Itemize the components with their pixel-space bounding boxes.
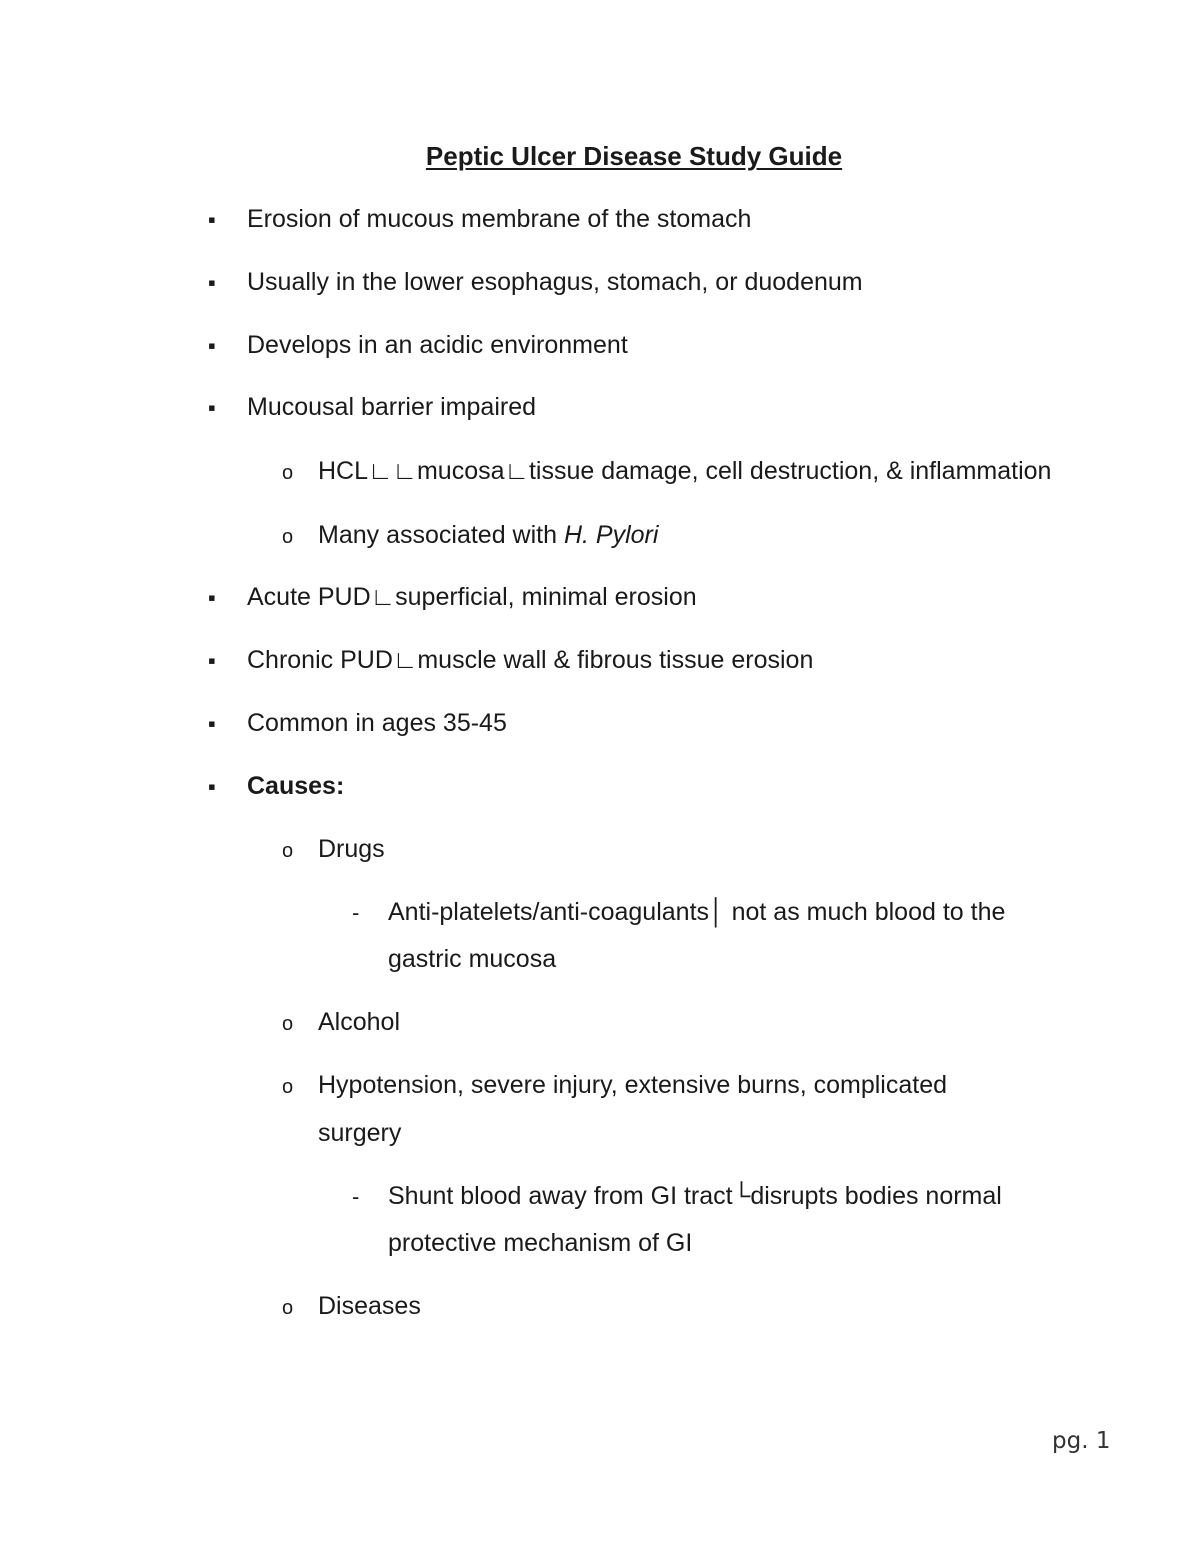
bullet-marker: ▪ — [208, 648, 216, 673]
sub-sub-bullet-marker: - — [352, 1184, 360, 1209]
list-item: Erosion of mucous membrane of the stomach — [247, 205, 752, 233]
sub-list-item: Alcohol — [318, 1008, 400, 1036]
sub-list-item: Drugs — [318, 835, 385, 863]
sub-list-item: Hypotension, severe injury, extensive burns, complicated — [318, 1071, 948, 1099]
bullet-marker: ▪ — [208, 270, 216, 295]
list-item: Develops in an acidic environment — [247, 331, 628, 359]
sub-list-item: Diseases — [318, 1292, 421, 1320]
list-item: Common in ages 35-45 — [247, 709, 507, 737]
list-item: Mucousal barrier impaired — [247, 393, 537, 421]
sub-list-item-text: Many associated with — [318, 521, 564, 549]
sub-list-item — [318, 517, 658, 553]
sub-list-item: HCL∟∟mucosa∟tissue damage, cell destruction, & inflammation — [318, 457, 1052, 485]
sub-bullet-marker: o — [282, 462, 294, 484]
bullet-marker: ▪ — [208, 774, 216, 799]
bullet-marker: ▪ — [208, 585, 216, 610]
list-item: Acute PUD∟superficial, minimal erosion — [247, 583, 697, 611]
sub-list-item-italic: H. Pylori — [563, 521, 659, 549]
sub-sub-list-item-continued: gastric mucosa — [388, 945, 557, 973]
sub-sub-list-item-continued: protective mechanism of GI — [388, 1229, 693, 1257]
bullet-marker: ▪ — [208, 711, 216, 736]
bullet-marker: ▪ — [208, 207, 216, 232]
page-number: pg. 1 — [1052, 1428, 1111, 1454]
page-title: Peptic Ulcer Disease Study Guide — [425, 141, 843, 171]
sub-sub-bullet-marker: - — [352, 900, 360, 925]
list-item: Chronic PUD∟muscle wall & fibrous tissue erosion — [247, 646, 814, 674]
sub-sub-list-item: Anti-platelets/anti-coagulants│ not as much blood to the — [388, 898, 1006, 926]
bullet-marker: ▪ — [208, 395, 216, 420]
sub-bullet-marker: o — [282, 1297, 294, 1319]
sub-sub-list-item: Shunt blood away from GI tract└disrupts bodies normal — [388, 1182, 1002, 1210]
bullet-marker: ▪ — [208, 333, 216, 358]
sub-bullet-marker: o — [282, 1076, 294, 1098]
sub-bullet-marker: o — [282, 840, 294, 862]
list-item-heading: Causes: — [247, 772, 345, 800]
sub-bullet-marker: o — [282, 1013, 294, 1035]
list-item: Usually in the lower esophagus, stomach, or duodenum — [247, 268, 863, 296]
sub-bullet-marker: o — [282, 526, 294, 548]
sub-list-item-continued: surgery — [318, 1119, 402, 1147]
